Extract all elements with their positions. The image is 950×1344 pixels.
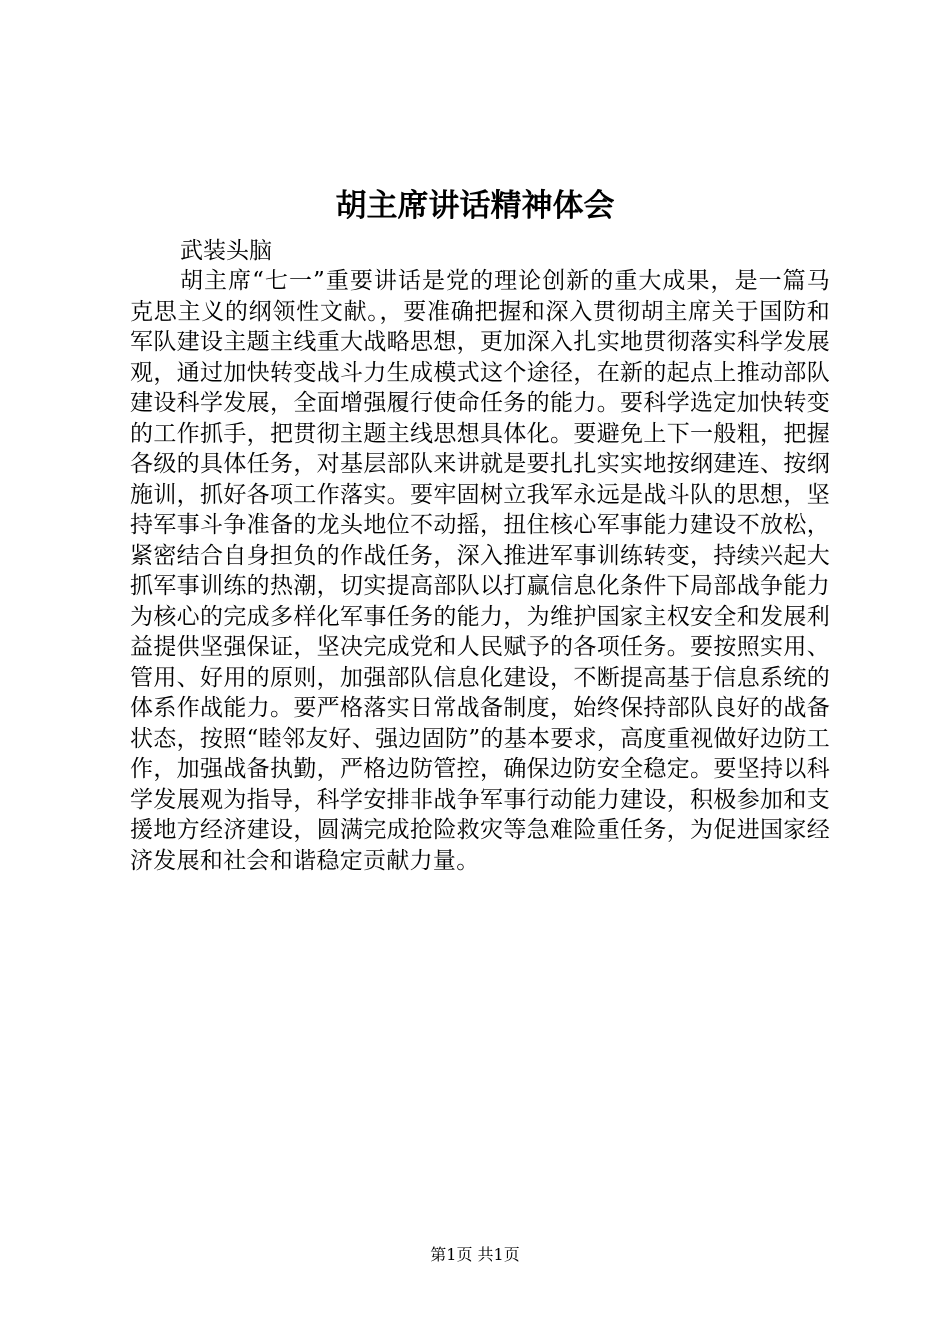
document-body-paragraph: 胡主席“七一”重要讲话是党的理论创新的重大成果，是一篇马克思主义的纲领性文献。，要准确把握和深入贯彻胡主席关于国防和军队建设主题主线重大战略思想，更加深入扎实地贯彻落实科学发展观，通过加快转变战斗力生成模式这个途径，在新的起点上推动部队建设科学发展，全面增强履行使命任务的能力。要科学选定加快转变的工作抓手，把贯彻主题主线思想具体化。要避免上下一般粗，把握各级的具体任务，对基层部队来讲就是要扎扎实实地按纲建连、按纲施训，抓好各项工作落实。要牢固树立我军永远是战斗队的思想，坚持军事斗争准备的龙头地位不动摇，扭住核心军事能力建设不放松，紧密结合自身担负的作战任务，深入推进军事训练转变，持续兴起大抓军事训练的热潮，切实提高部队以打赢信息化条件下局部战争能力为核心的完成多样化军事任务的能力，为维护国家主权安全和发展利益提供坚强保证，坚决完成党和人民赋予的各项任务。要按照实用、管用、好用的原则，加强部队信息化建设，不断提高基于信息系统的体系作战能力。要严格落实日常战备制度，始终保持部队良好的战备状态，按照“睦邻友好、强边固防”的基本要求，高度重视做好边防工作，加强战备执勤，严格边防管控，确保边防安全稳定。要坚持以科学发展观为指导，科学安排非战争军事行动能力建设，积极参加和支援地方经济建设，圆满完成抢险救灾等急难险重任务，为促进国家经济发展和社会和谐稳定贡献力量。 <box>130 268 830 874</box>
document-title: 胡主席讲话精神体会 <box>335 188 615 224</box>
page-number-footer: 第1页 共1页 <box>430 1245 520 1264</box>
document-author: 武装头脑 <box>180 238 272 264</box>
